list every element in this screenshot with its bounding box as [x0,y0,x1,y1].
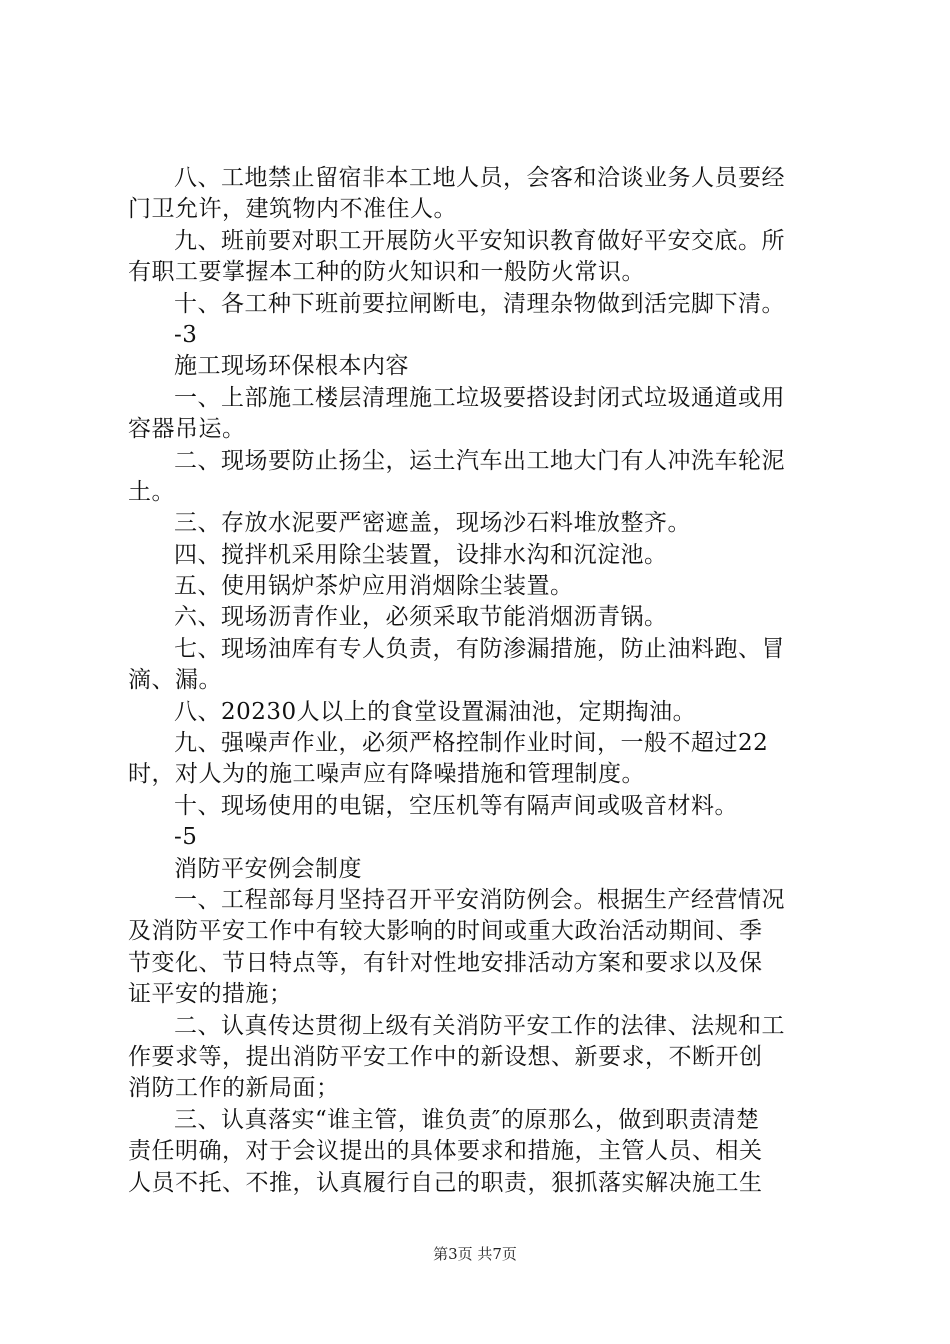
text-line: 五、使用锅炉茶炉应用消烟除尘装置。 [174,573,574,600]
text-line: 消防工作的新局面； [128,1075,340,1102]
text-line: -3 [174,321,198,348]
text-line: 四、搅拌机采用除尘装置，设排水沟和沉淀池。 [174,541,668,568]
text-line: 七、现场油库有专人负责，有防渗漏措施，防止油料跑、冒 [174,635,785,662]
page-footer: 第3页 共7页 [433,1245,517,1263]
text-line: 九、班前要对职工开展防火平安知识教育做好平安交底。所 [174,227,785,254]
text-line: 容器吊运。 [128,416,246,443]
text-line: 作要求等，提出消防平安工作中的新设想、新要求，不断开创 [128,1043,763,1070]
text-line: 一、上部施工楼层清理施工垃圾要搭设封闭式垃圾通道或用 [174,384,785,411]
text-line: 消防平安例会制度 [174,855,362,882]
document-body [128,163,833,1199]
text-line: 责任明确，对于会议提出的具体要求和措施，主管人员、相关 [128,1138,763,1165]
text-line: 八、工地禁止留宿非本工地人员，会客和洽谈业务人员要经 [174,165,785,191]
text-line: 一、工程部每月坚持召开平安消防例会。根据生产经营情况 [174,886,785,913]
text-line: 证平安的措施； [128,981,293,1008]
text-line: 八、20230人以上的食堂设置漏油池，定期掏油。 [174,698,697,725]
text-line: 三、存放水泥要严密遮盖，现场沙石料堆放整齐。 [174,510,691,537]
text-line: 二、现场要防止扬尘，运土汽车出工地大门有人冲洗车轮泥 [174,447,785,474]
text-line: 滴、漏。 [128,667,222,694]
text-line: 时，对人为的施工噪声应有降噪措施和管理制度。 [128,761,645,788]
text-line: 施工现场环保根本内容 [174,353,409,380]
text-line: 有职工要掌握本工种的防火知识和一般防火常识。 [128,259,645,286]
text-line: 六、现场沥青作业，必须采取节能消烟沥青锅。 [174,604,668,631]
text-line: 门卫允许，建筑物内不准住人。 [128,196,457,223]
text-line: 十、现场使用的电锯，空压机等有隔声间或吸音材料。 [174,792,738,819]
text-line: 二、认真传达贯彻上级有关消防平安工作的法律、法规和工 [174,1012,785,1039]
text-line: 十、各工种下班前要拉闸断电，清理杂物做到活完脚下清。 [174,290,785,317]
text-line: 三、认真落实“谁主管，谁负责″的原那么，做到职责清楚 [174,1106,760,1133]
text-line: 人员不托、不推，认真履行自己的职责，狠抓落实解决施工生 [128,1169,763,1196]
text-line: 及消防平安工作中有较大影响的时间或重大政治活动期间、季 [128,918,763,945]
text-line: 九、强噪声作业，必须严格控制作业时间，一般不超过22 [174,730,769,757]
text-line: -5 [174,824,198,851]
text-line: 节变化、节日特点等，有针对性地安排活动方案和要求以及保 [128,949,763,976]
text-line: 土。 [128,478,175,505]
